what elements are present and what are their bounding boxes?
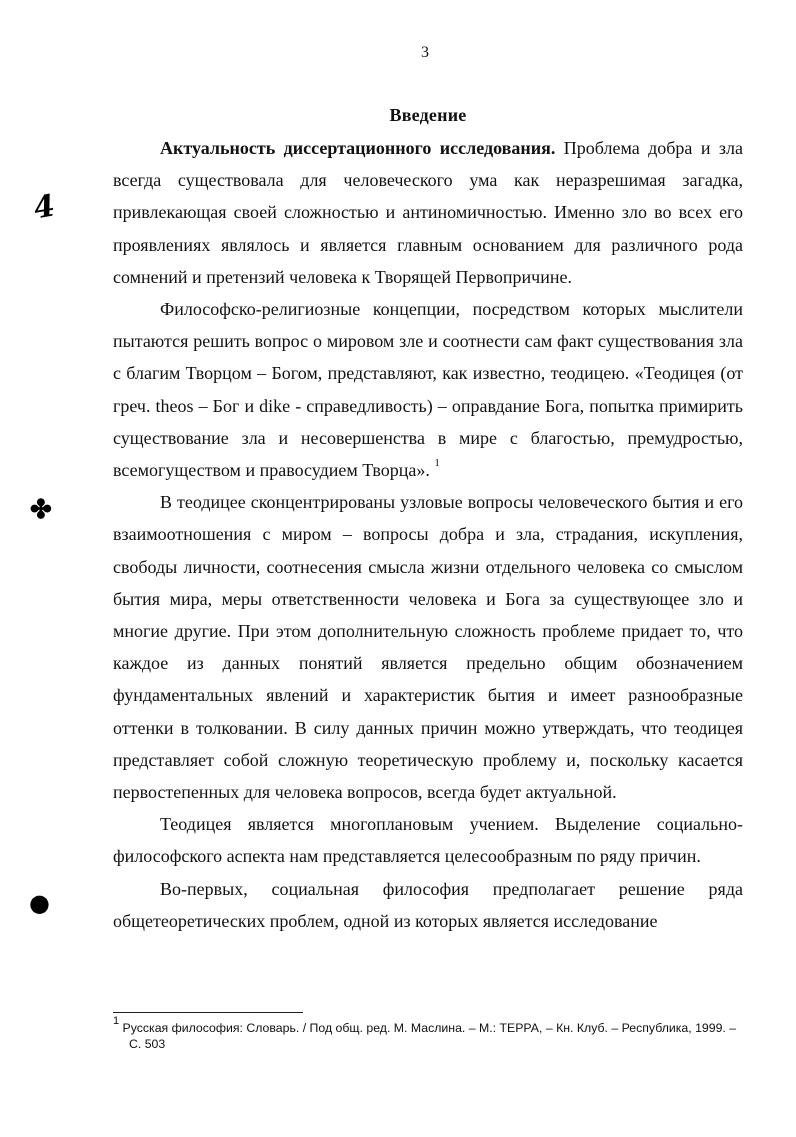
footnote-line (113, 1014, 745, 1036)
page-number: 3 (421, 44, 429, 61)
paragraph-text: Проблема добра и зла всегда существовала для человеческого ума как неразрешимая загадка, привлекающая своей сложностью и антиномичностью. Именно зло во всех его проявлениях являлось и является главным основанием для различного рода сомнений и претензий человека к Творящей Первопричине. (113, 138, 743, 287)
paragraph (113, 808, 743, 872)
footnote-divider (113, 1012, 303, 1013)
paragraph (113, 132, 743, 293)
section-title: Введение (389, 105, 467, 125)
paragraph-lead: Актуальность диссертационного исследования. (160, 138, 556, 158)
body-text (113, 132, 743, 937)
paragraph (113, 293, 743, 486)
paragraph (113, 486, 743, 808)
footnote-line: С. 503 (129, 1037, 166, 1051)
paragraph-text: Во-первых, социальная философия предполагает решение ряда общетеоретических проблем, одной из которых является исследование (113, 878, 743, 931)
paragraph-text: Теодицея является многоплановым учением. Выделение социально-философского аспекта нам представляется целесообразным по ряду причин. (113, 814, 743, 867)
footnote-ref[interactable]: 1 (434, 457, 440, 470)
handwritten-margin-mark: 4 (31, 188, 58, 227)
footnote-mark: 1 (113, 1014, 120, 1027)
ink-dot-mark: ● (29, 888, 50, 917)
paragraph-text: В теодицее сконцентрированы узловые вопросы человеческого бытия и его взаимоотношения с миром – вопросы добра и зла, страдания, искупления, свободы личности, соотнесения смысла жизни отдельного человека со смыслом бытия мира, меры ответственности человека и Бога за существующее зло и многие другие. При этом дополнительную сложность проблеме придает то, что каждое из данных понятий является предельно общим обозначением фундаментальных явлений и характеристик бытия и имеет разнообразные оттенки в толковании. В силу данных причин можно утверждать, что теодицея представляет собой сложную теоретическую проблему и, поскольку касается первостепенных для человека вопросов, всегда будет актуальной. (113, 492, 743, 803)
paragraph (113, 873, 743, 937)
paragraph-text: Философско-религиозные концепции, посредством которых мыслители пытаются решить вопрос о мировом зле и соотнести сам факт существования зла с благим Творцом – Богом, представляют, как известно, теодицею. «Теодицея (от греч. theos – Бог и dike - справедливость) – оправдание Бога, попытка примирить существование зла и несовершенства в мире с благостью, премудростью, всемогуществом и правосудием Творца». (113, 299, 743, 481)
footnote-text: Русская философия: Словарь. / Под общ. ред. М. Маслина. – М.: ТЕРРА, – Кн. Клуб. – Республика, 1999. – (122, 1021, 737, 1035)
ink-blot-mark: ✤ (30, 495, 52, 525)
footnote (113, 1014, 745, 1052)
